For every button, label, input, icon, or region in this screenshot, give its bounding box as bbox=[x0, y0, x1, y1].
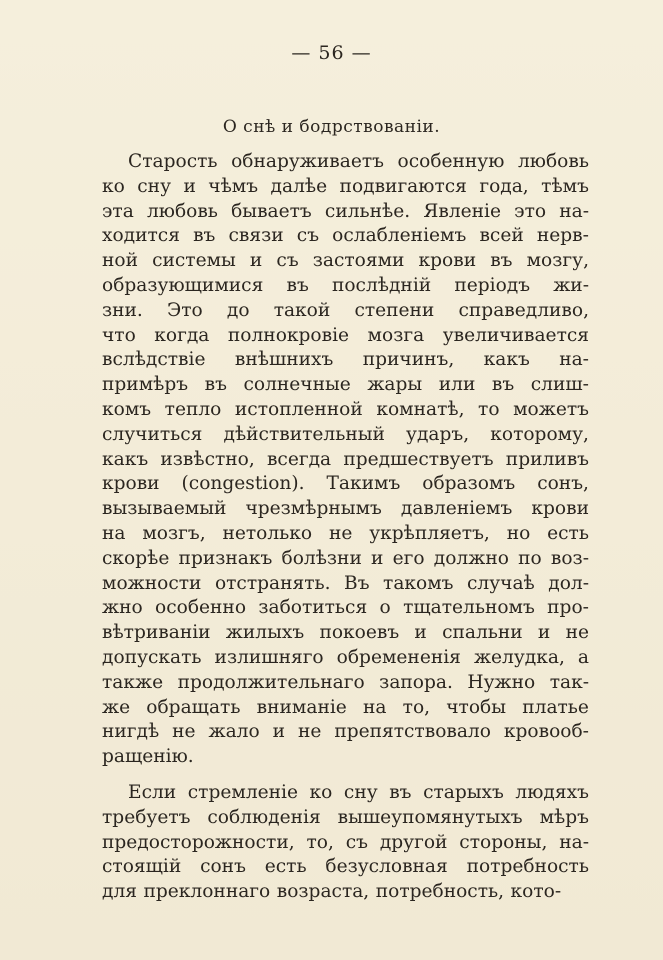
body-text bbox=[102, 150, 589, 905]
word: предосторожности, bbox=[102, 831, 295, 853]
paragraph bbox=[102, 150, 589, 770]
word: препятствовало bbox=[334, 721, 491, 743]
word: и bbox=[414, 622, 427, 644]
word: и bbox=[537, 622, 551, 644]
word: вызываемый bbox=[102, 498, 227, 520]
word: то bbox=[478, 398, 500, 420]
word: чѣмъ bbox=[208, 175, 259, 197]
word: случиться bbox=[102, 423, 203, 445]
text-line bbox=[102, 224, 589, 249]
word: и bbox=[249, 250, 263, 272]
word: въ bbox=[204, 374, 227, 396]
word: стремленіе bbox=[187, 781, 298, 803]
text-line bbox=[102, 175, 589, 200]
word: стоящій bbox=[102, 856, 182, 878]
word: ослабленіемъ bbox=[332, 225, 467, 247]
word: такомъ bbox=[383, 572, 454, 594]
word: не bbox=[172, 721, 196, 743]
word: дѣйствительный bbox=[223, 423, 385, 445]
word: потребность bbox=[466, 856, 589, 878]
word: есть bbox=[264, 856, 307, 878]
word: всей bbox=[479, 225, 524, 247]
word: отстранять. bbox=[214, 572, 331, 594]
word: требуетъ bbox=[102, 806, 191, 828]
word: платье bbox=[522, 696, 589, 718]
word: и bbox=[183, 175, 196, 197]
word: же bbox=[102, 696, 131, 718]
text-line bbox=[102, 646, 589, 671]
text-line bbox=[102, 880, 589, 905]
text-line bbox=[102, 671, 589, 696]
word: не bbox=[297, 721, 322, 743]
word: любовь bbox=[517, 151, 589, 172]
word: образомъ bbox=[422, 473, 516, 495]
word: случаѣ bbox=[467, 572, 535, 594]
word: солнечные bbox=[243, 374, 351, 396]
word: сильнѣе. bbox=[324, 200, 411, 222]
word: какъ bbox=[102, 448, 149, 470]
word: что bbox=[102, 324, 136, 346]
word: жно bbox=[102, 597, 143, 619]
word: возраста, bbox=[276, 881, 370, 903]
word: образующимися bbox=[102, 274, 264, 296]
word: жи- bbox=[553, 274, 589, 296]
word: укрѣпляетъ, bbox=[369, 522, 490, 544]
word: чрезмѣрнымъ bbox=[245, 498, 382, 520]
word: слиш- bbox=[530, 374, 589, 396]
word: извѣстно, bbox=[160, 448, 255, 470]
word: зни. bbox=[102, 299, 143, 321]
word: полнокровіе bbox=[227, 324, 350, 346]
word: а bbox=[577, 646, 589, 668]
word: застоями bbox=[312, 250, 405, 272]
word: обращать bbox=[146, 696, 241, 718]
word: дол- bbox=[548, 572, 589, 594]
word: ной bbox=[102, 250, 138, 272]
word: крови bbox=[531, 498, 589, 520]
word: скорѣе bbox=[102, 547, 170, 569]
word: кото- bbox=[510, 881, 562, 903]
word: но bbox=[506, 522, 531, 544]
word: и bbox=[272, 721, 286, 743]
text-line bbox=[102, 621, 589, 646]
text-line bbox=[102, 745, 589, 770]
word: о bbox=[379, 597, 391, 619]
word: желудка, bbox=[473, 646, 565, 668]
text-line bbox=[102, 831, 589, 856]
word: Если bbox=[128, 781, 177, 803]
text-line bbox=[102, 348, 589, 373]
text-line bbox=[102, 423, 589, 448]
text-line bbox=[102, 324, 589, 349]
word: сну bbox=[343, 781, 378, 803]
word: бываетъ bbox=[231, 200, 312, 222]
text-line bbox=[102, 150, 589, 175]
paragraph bbox=[102, 781, 589, 905]
text-line bbox=[102, 200, 589, 225]
word: не bbox=[328, 522, 353, 544]
word: обнаруживаетъ bbox=[231, 151, 384, 172]
word: крови bbox=[418, 250, 477, 272]
word: нерв- bbox=[536, 225, 589, 247]
word: примѣръ bbox=[102, 374, 189, 396]
text-line bbox=[102, 806, 589, 831]
word: жары bbox=[367, 374, 423, 396]
word: приливъ bbox=[505, 448, 589, 470]
text-line bbox=[102, 472, 589, 497]
word: жилыхъ bbox=[225, 622, 305, 644]
word: про- bbox=[547, 597, 589, 619]
word: и bbox=[371, 547, 384, 569]
word: допускать bbox=[102, 646, 202, 668]
word: продолжительнаго bbox=[177, 671, 365, 693]
word: причинъ, bbox=[362, 349, 455, 371]
word: на- bbox=[559, 200, 589, 222]
word: это bbox=[514, 200, 547, 222]
word: другой bbox=[379, 831, 448, 853]
word: покоевъ bbox=[319, 622, 400, 644]
word: ко bbox=[102, 175, 125, 197]
word: въ bbox=[490, 250, 513, 272]
word: его bbox=[392, 547, 425, 569]
word: Нужно bbox=[467, 671, 536, 693]
word: предшествуетъ bbox=[343, 448, 494, 470]
word: такой bbox=[273, 299, 331, 321]
word: можности bbox=[102, 572, 202, 594]
word: давленіемъ bbox=[400, 498, 513, 520]
word: ударъ, bbox=[406, 423, 470, 445]
word: подвигаются bbox=[339, 175, 467, 197]
word: стороны, bbox=[459, 831, 548, 853]
word: вѣтриваніи bbox=[102, 622, 211, 644]
word: года, bbox=[479, 175, 529, 197]
word: крови bbox=[102, 473, 160, 495]
word: степени bbox=[354, 299, 435, 321]
page-number: — 56 — bbox=[291, 42, 372, 64]
word: вышеупомянутыхъ bbox=[337, 806, 523, 828]
word: то, bbox=[402, 696, 431, 718]
text-line bbox=[102, 497, 589, 522]
word: соблюденія bbox=[207, 806, 321, 828]
paragraph-gap bbox=[102, 770, 589, 781]
word: связи bbox=[228, 225, 284, 247]
word: всегда bbox=[266, 448, 332, 470]
word: то, bbox=[306, 831, 334, 853]
word: увеличивается bbox=[442, 324, 589, 346]
word: Явленіе bbox=[423, 200, 501, 222]
word: когда bbox=[154, 324, 210, 346]
word: также bbox=[102, 671, 164, 693]
word: вниманіе bbox=[256, 696, 347, 718]
word: въ bbox=[389, 781, 412, 803]
word: до bbox=[226, 299, 250, 321]
text-line bbox=[102, 299, 589, 324]
word: жало bbox=[208, 721, 260, 743]
word: на- bbox=[559, 831, 589, 853]
word: не bbox=[565, 622, 589, 644]
word: по bbox=[518, 547, 542, 569]
word: мозга bbox=[367, 324, 425, 346]
word: которому, bbox=[490, 423, 589, 445]
word: сонъ bbox=[200, 856, 246, 878]
word: можетъ bbox=[513, 398, 589, 420]
word: комнатѣ, bbox=[376, 398, 465, 420]
text-line bbox=[102, 274, 589, 299]
word: сну bbox=[137, 175, 172, 197]
word: послѣдній bbox=[331, 274, 432, 296]
word: съ bbox=[276, 250, 299, 272]
text-line bbox=[102, 249, 589, 274]
word: потребность, bbox=[375, 881, 505, 903]
text-line bbox=[102, 696, 589, 721]
word: сонъ, bbox=[537, 473, 589, 495]
word: внѣшнихъ bbox=[234, 349, 334, 371]
word: тѣмъ bbox=[541, 175, 589, 197]
word: Такимъ bbox=[326, 473, 401, 495]
word: на bbox=[363, 696, 387, 718]
word: на- bbox=[559, 349, 589, 371]
word: на bbox=[102, 522, 126, 544]
word: обремененія bbox=[336, 646, 461, 668]
word: нигдѣ bbox=[102, 721, 160, 743]
text-line bbox=[102, 572, 589, 597]
word: спальни bbox=[442, 622, 523, 644]
word: так- bbox=[549, 671, 589, 693]
word: ходится bbox=[102, 225, 180, 247]
word: ращенію. bbox=[102, 746, 194, 768]
word: людяхъ bbox=[515, 781, 589, 803]
word: тщательномъ bbox=[403, 597, 535, 619]
text-line bbox=[102, 547, 589, 572]
text-line bbox=[102, 781, 589, 806]
word: запора. bbox=[379, 671, 453, 693]
word: въ bbox=[286, 274, 309, 296]
word: признакъ bbox=[178, 547, 273, 569]
text-line bbox=[102, 720, 589, 745]
text-line bbox=[102, 448, 589, 473]
word: вслѣдствіе bbox=[102, 349, 206, 371]
word: истопленной bbox=[234, 398, 363, 420]
word: комъ bbox=[102, 398, 152, 420]
word: справедливо, bbox=[458, 299, 589, 321]
word: ко bbox=[309, 781, 333, 803]
word: какъ bbox=[483, 349, 530, 371]
word: мозгу, bbox=[526, 250, 589, 272]
word: далѣе bbox=[270, 175, 328, 197]
word: въ bbox=[491, 374, 515, 396]
word: безусловная bbox=[325, 856, 448, 878]
word: (congestion). bbox=[181, 473, 305, 495]
word: особенную bbox=[397, 151, 505, 172]
word: чтобы bbox=[446, 696, 507, 718]
word: воз- bbox=[550, 547, 589, 569]
word: особенно bbox=[155, 597, 247, 619]
word: для bbox=[102, 881, 137, 903]
word: тепло bbox=[164, 398, 222, 420]
text-line bbox=[102, 596, 589, 621]
word: Старость bbox=[128, 151, 218, 172]
word: преклоннаго bbox=[143, 881, 271, 903]
word: въ bbox=[193, 225, 216, 247]
word: старыхъ bbox=[423, 781, 504, 803]
text-line bbox=[102, 855, 589, 880]
word: эта bbox=[102, 200, 134, 222]
word: Это bbox=[167, 299, 203, 321]
word: съ bbox=[345, 831, 368, 853]
word: любовь bbox=[146, 200, 218, 222]
text-line bbox=[102, 522, 589, 547]
word: болѣзни bbox=[281, 547, 362, 569]
word: періодъ bbox=[454, 274, 531, 296]
word: излишняго bbox=[214, 646, 324, 668]
word: Въ bbox=[344, 572, 370, 594]
word: кровооб- bbox=[503, 721, 589, 743]
text-line bbox=[102, 398, 589, 423]
word: системы bbox=[152, 250, 236, 272]
word: или bbox=[438, 374, 476, 396]
word: съ bbox=[296, 225, 320, 247]
text-line bbox=[102, 373, 589, 398]
section-title: О снѣ и бодрствованіи. bbox=[222, 117, 441, 137]
word: заботиться bbox=[258, 597, 368, 619]
word: мѣръ bbox=[539, 806, 589, 828]
word: должно bbox=[433, 547, 509, 569]
word: мозгъ, bbox=[142, 522, 206, 544]
word: нетолько bbox=[222, 522, 313, 544]
word: есть bbox=[547, 522, 589, 544]
